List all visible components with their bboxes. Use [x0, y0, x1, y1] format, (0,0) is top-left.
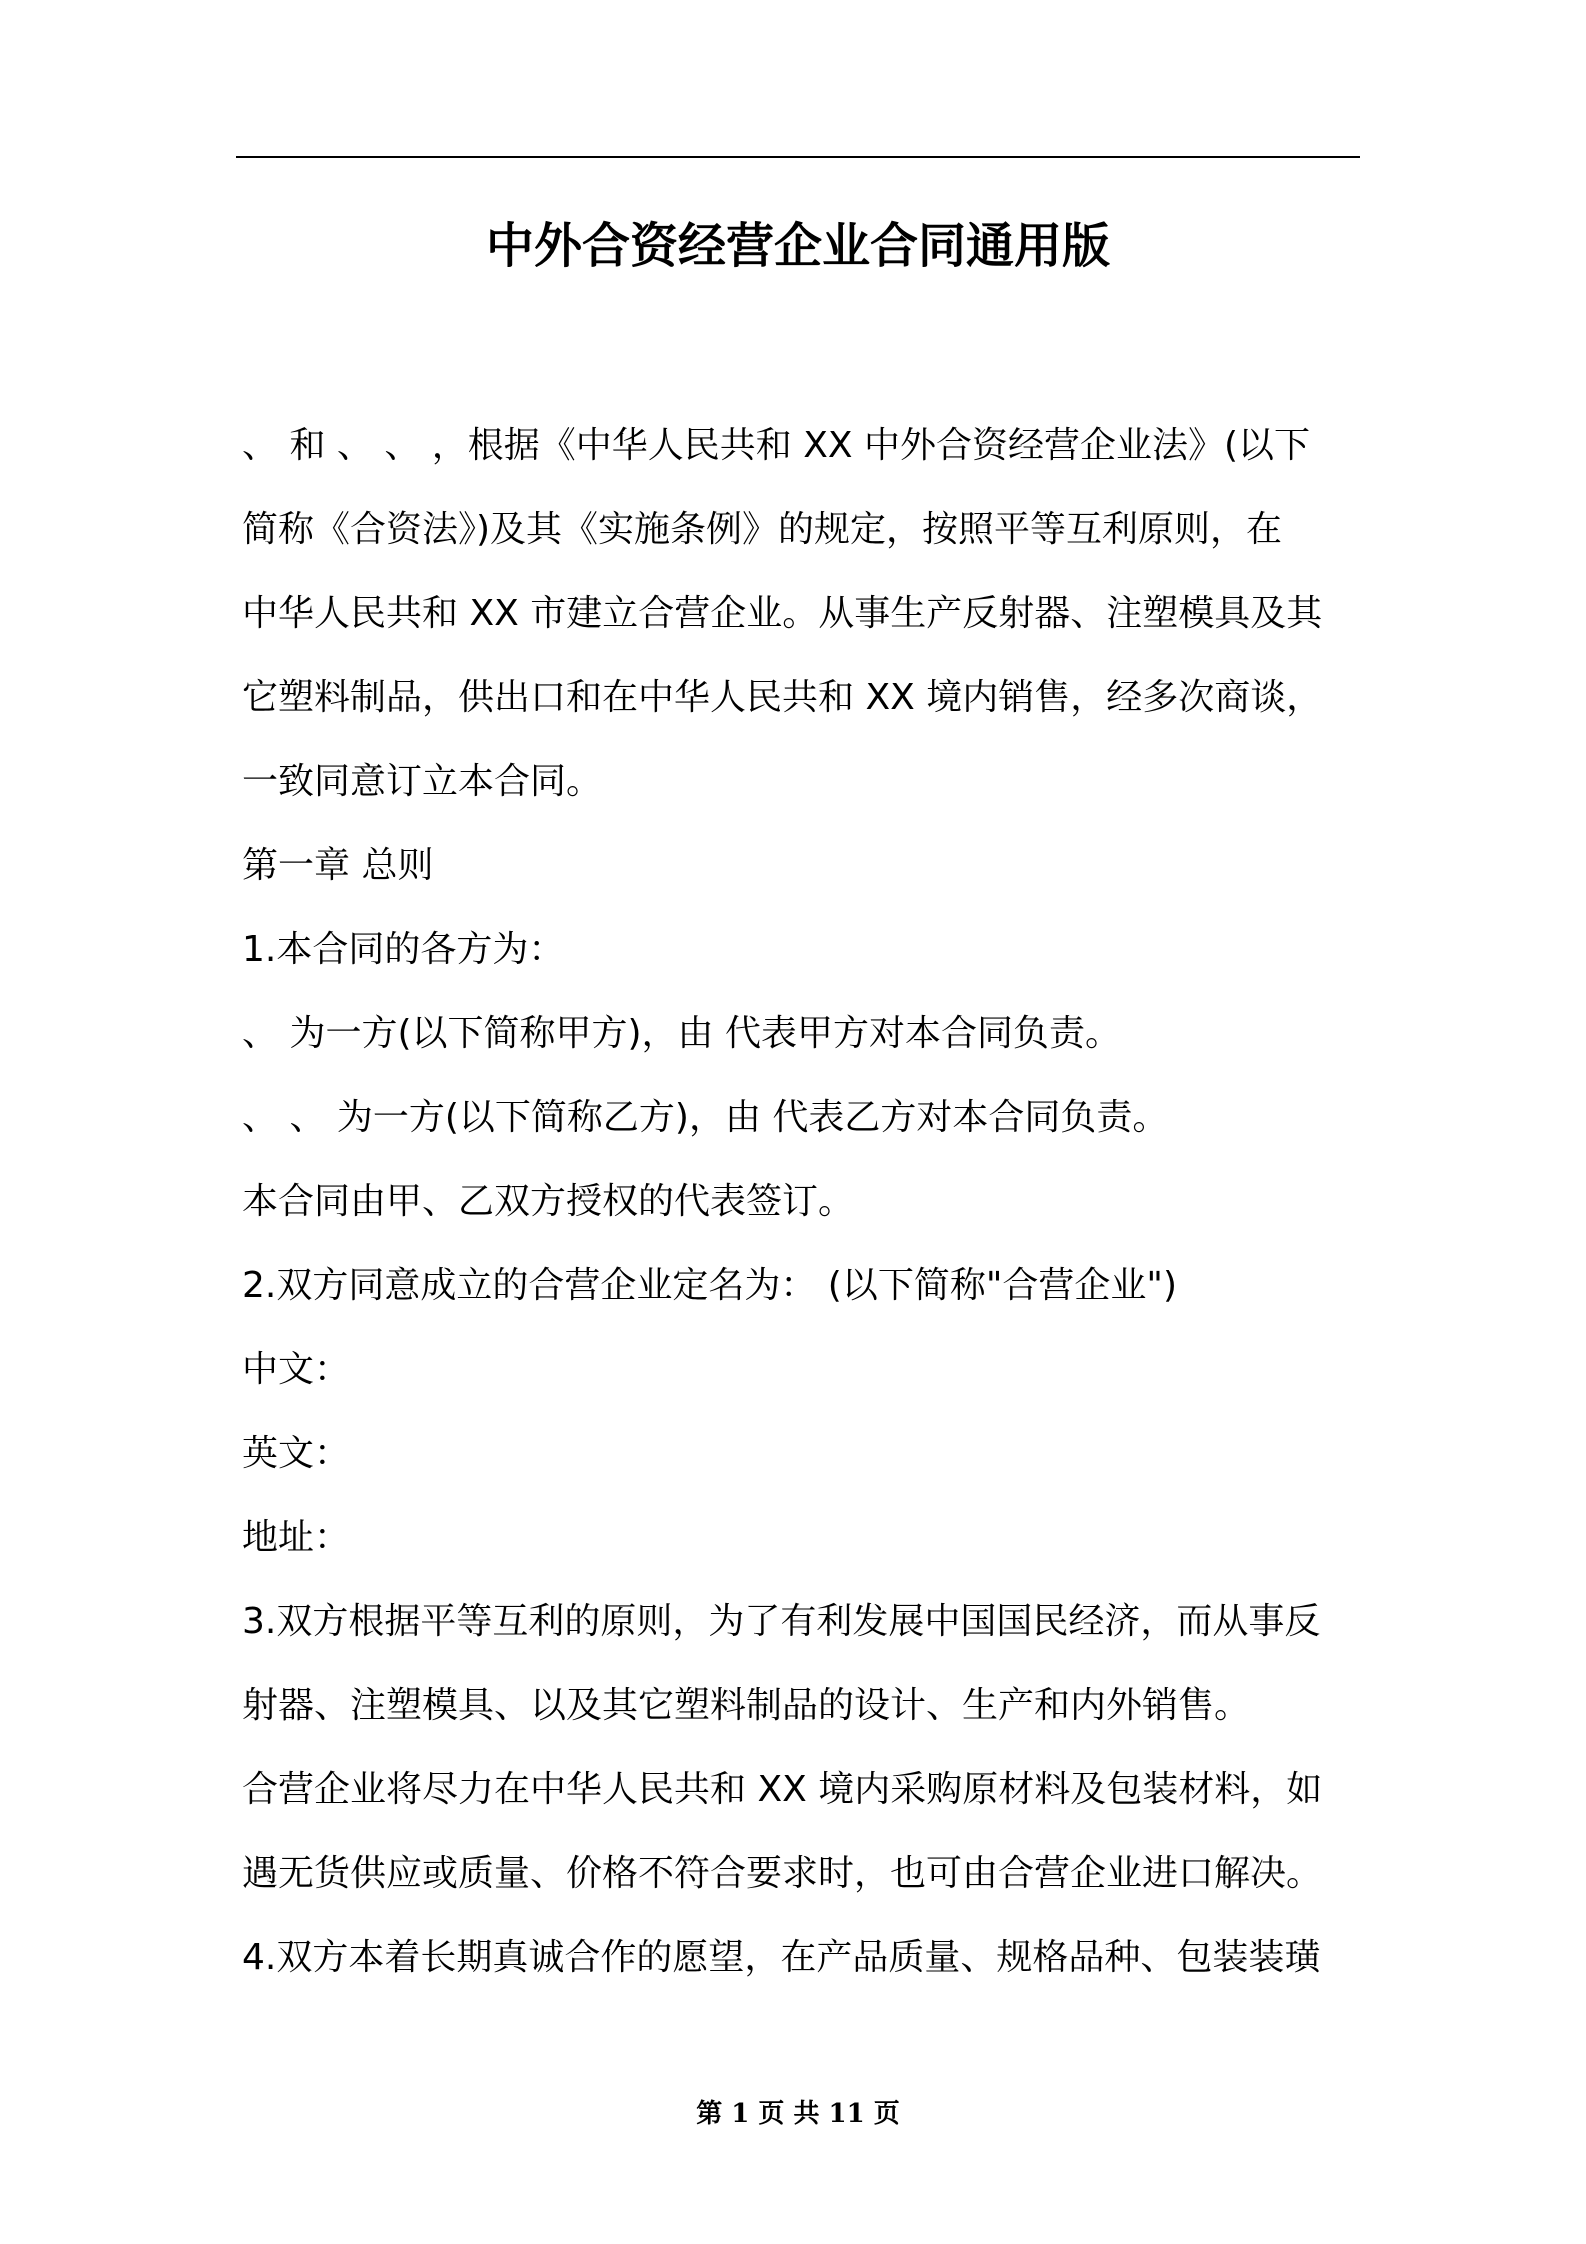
body-line: 中华人民共和 XX 市建立合营企业。从事生产反射器、注塑模具及其 [242, 593, 1323, 634]
chapter-heading: 第一章 总则 [242, 845, 434, 886]
document-title: 中外合资经营企业合同通用版 [485, 218, 1110, 274]
body-line: 中文： [242, 1349, 351, 1390]
body-line: 地址： [242, 1517, 351, 1558]
body-line: 遇无货供应或质量、价格不符合要求时，也可由合营企业进口解决。 [242, 1853, 1323, 1894]
body-line: 3.双方根据平等互利的原则，为了有利发展中国国民经济，而从事反 [242, 1601, 1321, 1642]
body-line: 4.双方本着长期真诚合作的愿望，在产品质量、规格品种、包装装璜 [242, 1937, 1321, 1978]
document-body [242, 404, 1362, 2000]
body-line: 、 和 、 、 ，根据《中华人民共和 XX 中外合资经营企业法》(以下 [242, 425, 1311, 466]
body-line: 英文： [242, 1433, 351, 1474]
body-line: 一致同意订立本合同。 [242, 761, 603, 802]
body-line: 射器、注塑模具、以及其它塑料制品的设计、生产和内外销售。 [242, 1685, 1251, 1726]
body-line: 简称《合资法》)及其《实施条例》的规定，按照平等互利原则，在 [242, 509, 1283, 550]
body-line: 、 为一方(以下简称甲方)，由 代表甲方对本合同负责。 [242, 1013, 1121, 1054]
page-number: 第 1 页 共 11 页 [696, 2099, 900, 2129]
body-line: 它塑料制品，供出口和在中华人民共和 XX 境内销售，经多次商谈， [242, 677, 1323, 718]
body-line: 、 、 为一方(以下简称乙方)，由 代表乙方对本合同负责。 [242, 1097, 1169, 1138]
body-line: 2.双方同意成立的合营企业定名为： (以下简称"合营企业") [242, 1265, 1177, 1306]
body-line: 合营企业将尽力在中华人民共和 XX 境内采购原材料及包装材料，如 [242, 1769, 1323, 1810]
header-rule [236, 156, 1360, 158]
body-line: 1.本合同的各方为： [242, 929, 565, 970]
body-line: 本合同由甲、乙双方授权的代表签订。 [242, 1181, 855, 1222]
